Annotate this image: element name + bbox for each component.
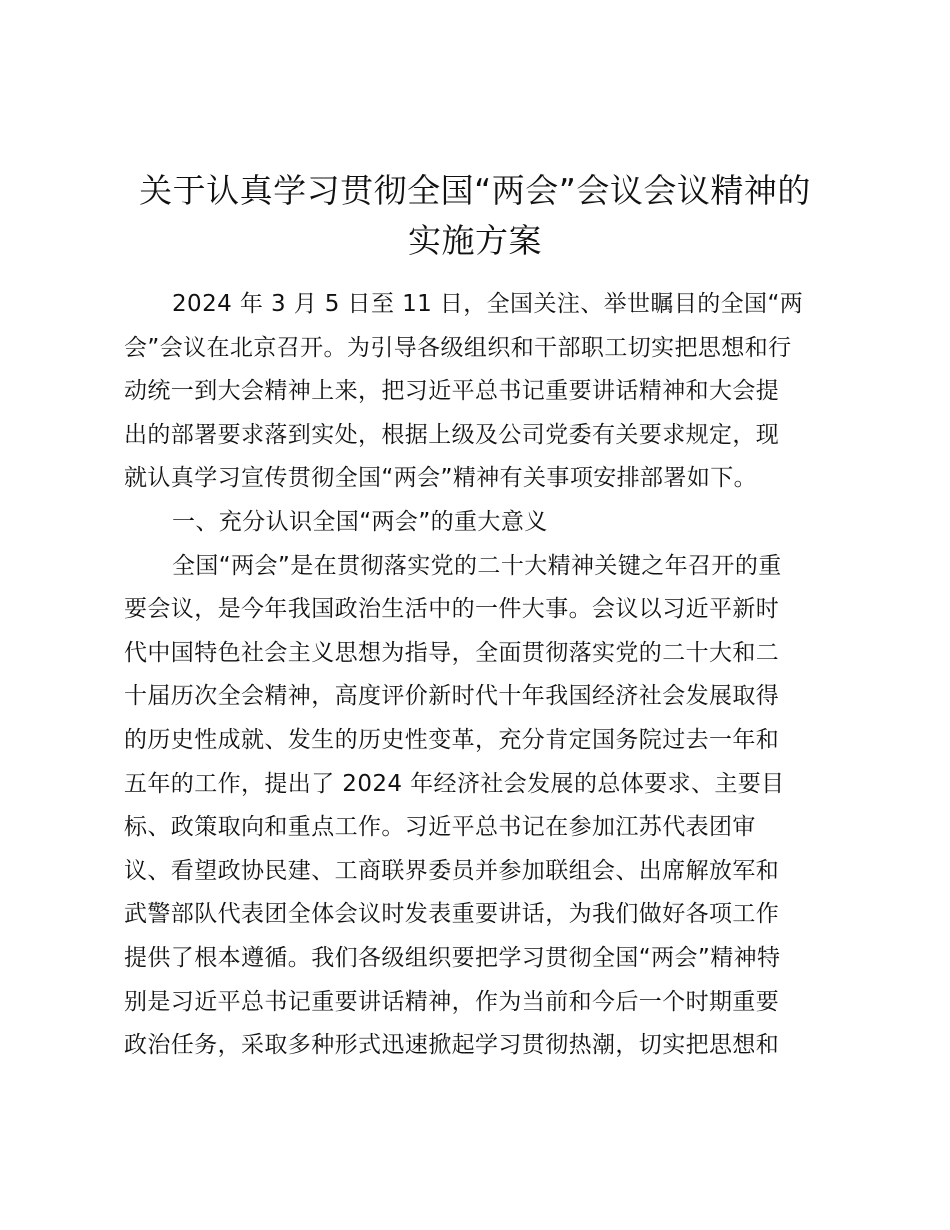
paragraph-significance	[124, 545, 834, 1068]
paragraph-intro	[124, 283, 834, 501]
paragraph-line: 五年的工作，提出了 2024 年经济社会发展的总体要求、主要目	[124, 770, 785, 797]
paragraph-line: 别是习近平总书记重要讲话精神，作为当前和今后一个时期重要	[124, 988, 780, 1015]
title-line: 关于认真学习贯彻全国“两会”会议会议精神的	[139, 171, 811, 210]
paragraph-line: 十届历次全会精神，高度评价新时代十年我国经济社会发展取得	[124, 683, 780, 710]
paragraph-line: 武警部队代表团全体会议时发表重要讲话，为我们做好各项工作	[124, 901, 780, 928]
paragraph-line: 政治任务，采取多种形式迅速掀起学习贯彻热潮，切实把思想和	[124, 1032, 780, 1059]
paragraph-line: 出的部署要求落到实处，根据上级及公司党委有关要求规定，现	[124, 421, 780, 448]
document-body	[124, 283, 834, 1068]
document-title	[110, 166, 840, 266]
paragraph-line: 要会议，是今年我国政治生活中的一件大事。会议以习近平新时	[124, 596, 780, 623]
paragraph-line: 提供了根本遵循。我们各级组织要把学习贯彻全国“两会”精神特	[124, 944, 781, 971]
paragraph-line: 代中国特色社会主义思想为指导，全面贯彻落实党的二十大和二	[124, 639, 780, 666]
paragraph-line: 标、政策取向和重点工作。习近平总书记在参加江苏代表团审	[124, 814, 756, 841]
paragraph-line: 议、看望政协民建、工商联界委员并参加联组会、出席解放军和	[124, 857, 780, 884]
section-heading	[124, 501, 834, 545]
paragraph-line: 动统一到大会精神上来，把习近平总书记重要讲话精神和大会提	[124, 378, 780, 405]
paragraph-line: 就认真学习宣传贯彻全国“两会”精神有关事项安排部署如下。	[124, 465, 758, 492]
paragraph-line: 会”会议在北京召开。为引导各级组织和干部职工切实把思想和行	[124, 334, 792, 361]
section-heading-text: 一、充分认识全国“两会”的重大意义	[172, 508, 548, 535]
title-line: 实施方案	[408, 221, 542, 260]
paragraph-line: 全国“两会”是在贯彻落实党的二十大精神关键之年召开的重	[172, 552, 782, 579]
paragraph-line: 2024 年 3 月 5 日至 11 日，全国关注、举世瞩目的全国“两	[172, 291, 804, 317]
paragraph-line: 的历史性成就、发生的历史性变革，充分肯定国务院过去一年和	[124, 726, 780, 753]
